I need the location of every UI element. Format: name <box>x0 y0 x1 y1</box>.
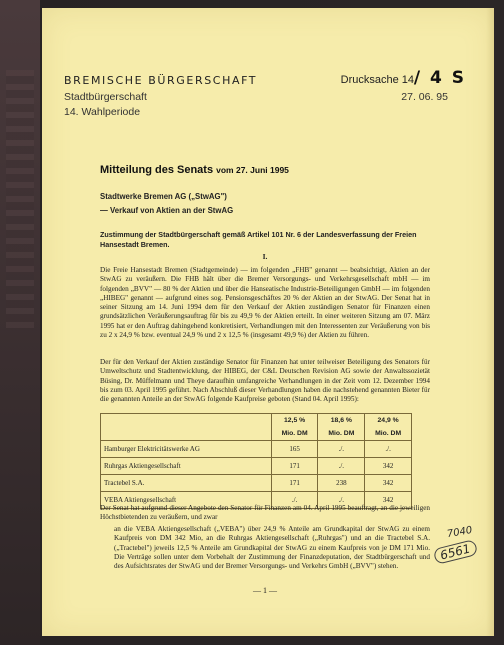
table-header-empty <box>101 414 272 428</box>
table-header-unit-row <box>101 427 412 441</box>
binder-texture <box>6 70 34 330</box>
title-date: vom 27. Juni 1995 <box>216 165 289 175</box>
bidder-name: Hamburger Elektricitätswerke AG <box>101 441 272 458</box>
table-header-empty-2 <box>101 427 272 441</box>
table-header-row <box>101 414 412 428</box>
bid-value: ./. <box>318 492 365 509</box>
table-header-pct-2: 18,6 % <box>318 414 365 428</box>
document-page <box>42 8 494 636</box>
subject-line-2: — Verkauf von Aktien an der StwAG <box>100 206 234 215</box>
bidder-name: VEBA Aktiengesellschaft <box>101 492 272 509</box>
section-heading: I. <box>262 252 268 261</box>
bid-value: ./. <box>318 441 365 458</box>
bid-table <box>100 413 412 509</box>
bidder-name: Ruhrgas Aktiengesellschaft <box>101 458 272 475</box>
title-main: Mitteilung des Senats <box>100 164 214 176</box>
header-chamber: Stadtbürgerschaft <box>64 91 147 103</box>
table-row <box>101 475 412 492</box>
header-period: 14. Wahlperiode <box>64 106 141 118</box>
subject-line-1: Stadtwerke Bremen AG („StwAG") <box>100 192 227 201</box>
drucksache-number: / 4 S <box>413 68 466 88</box>
bid-value: ./. <box>365 441 412 458</box>
bidder-name: Tractebel S.A. <box>101 475 272 492</box>
drucksache-label: Drucksache 14 <box>340 74 414 86</box>
bid-value: ./. <box>271 492 318 509</box>
bid-value: 342 <box>365 475 412 492</box>
table-header-unit-1: Mio. DM <box>271 427 318 441</box>
document-title <box>100 164 289 176</box>
bid-value: 342 <box>365 492 412 509</box>
page-number: — 1 — <box>253 586 277 595</box>
handwritten-note-2: 6561 <box>433 539 478 565</box>
handwritten-note-1: 7040 <box>446 524 474 541</box>
paragraph-2: Der für den Verkauf der Aktien zuständige Senator für Finanzen hat unter teilweiser Beteiligung des Senators für Umweltschutz und Stadtentwicklung, der HIBEG, der C&L Deutschen Revision AG sowie der Anwaltssozietät Büsing, Dr. Müffelmann und Theye daraufhin umfangreiche Verhandlungen in der Zeit vom 12. Dezember 1994 bis zum 03. April 1995 geführt. Nach Abschluß dieser Verhandlungen haben die nachstehend genannten Bieter für die genannten Anteile an der StwAG folgende Kaufpreise geboten (Stand 04. April 1995): <box>100 358 430 404</box>
table-row <box>101 441 412 458</box>
table-header-unit-3: Mio. DM <box>365 427 412 441</box>
bid-value: 171 <box>271 458 318 475</box>
table-header-pct-1: 12,5 % <box>271 414 318 428</box>
consent-paragraph: Zustimmung der Stadtbürgerschaft gemäß Artikel 101 Nr. 6 der Landesverfassung der Freien Hansestadt Bremen. <box>100 230 417 249</box>
table-row <box>101 458 412 475</box>
bid-value: ./. <box>318 458 365 475</box>
page-edge-shadow <box>486 8 494 636</box>
table-header-pct-3: 24,9 % <box>365 414 412 428</box>
binder-spine <box>0 0 40 645</box>
paragraph-1: Die Freie Hansestadt Bremen (Stadtgemeinde) — im folgenden „FHB" genannt — beabsichtigt, Aktien an der StwAG zu veräußern. Die FHB hält über die Bremer Versorgungs- und Verkehrsgesellschaft mbH — im folgenden „BVV" — 80 % der Aktien und über die Hanseatische Industrie-Beteiligungen GmbH — im folgenden „HIBEG" genannt — aufgrund eines sog. Pensionsgeschäftes 20 % der Aktien an der StwAG. Der Senat hat in seiner Sitzung am 14. Juni 1994 dem für den Verkauf der Aktien zuständigen Senator für Finanzen einen grundsätzlichen Veräußerungsauftrag für bis zu 49,9 % der Aktien erteilt. In einer weiteren Sitzung am 07. März 1995 hat er den Auftrag dahingehend konkretisiert, Verhandlungen mit den Interessenten zur Veräußerung von bis zu 2 x 24,9 % bzw. eventual 24,9 % und 2 x 12,5 % (insgesamt 49,9 %) der Aktien zu führen. <box>100 266 430 340</box>
bid-value: 171 <box>271 475 318 492</box>
header-organization: BREMISCHE BÜRGERSCHAFT <box>64 74 258 87</box>
subject-block <box>100 191 233 216</box>
paragraph-3: Der Senat hat aufgrund dieser Angebote den Senator für Finanzen am 04. April 1995 beauftragt, an die jeweiligen Höchstbietenden zu veräußern, und zwar <box>100 504 430 522</box>
table-header-unit-2: Mio. DM <box>318 427 365 441</box>
bid-value: 238 <box>318 475 365 492</box>
header-date: 27. 06. 95 <box>401 91 448 103</box>
bid-value: 342 <box>365 458 412 475</box>
bid-value: 165 <box>271 441 318 458</box>
paragraph-4: an die VEBA Aktiengesellschaft („VEBA") über 24,9 % Anteile am Grundkapital der StwAG zu einem Kaufpreis von DM 342 Mio, an die Ruhrgas Aktiengesellschaft („Ruhrgas") und an die Tractebel S.A. („Tractebel") jeweils 12,5 % Anteile am Grundkapital der StwAG zu einem Kaufpreis von je DM 171 Mio. Die Verträge sollen unter dem Vorbehalt der Zustimmung der Finanzdeputation, der Stadtbürgerschaft und des Aufsichtsrates der StwAG und der Bremer Versorgungs- und Verkehrs GmbH („BVV") stehen. <box>114 525 430 571</box>
